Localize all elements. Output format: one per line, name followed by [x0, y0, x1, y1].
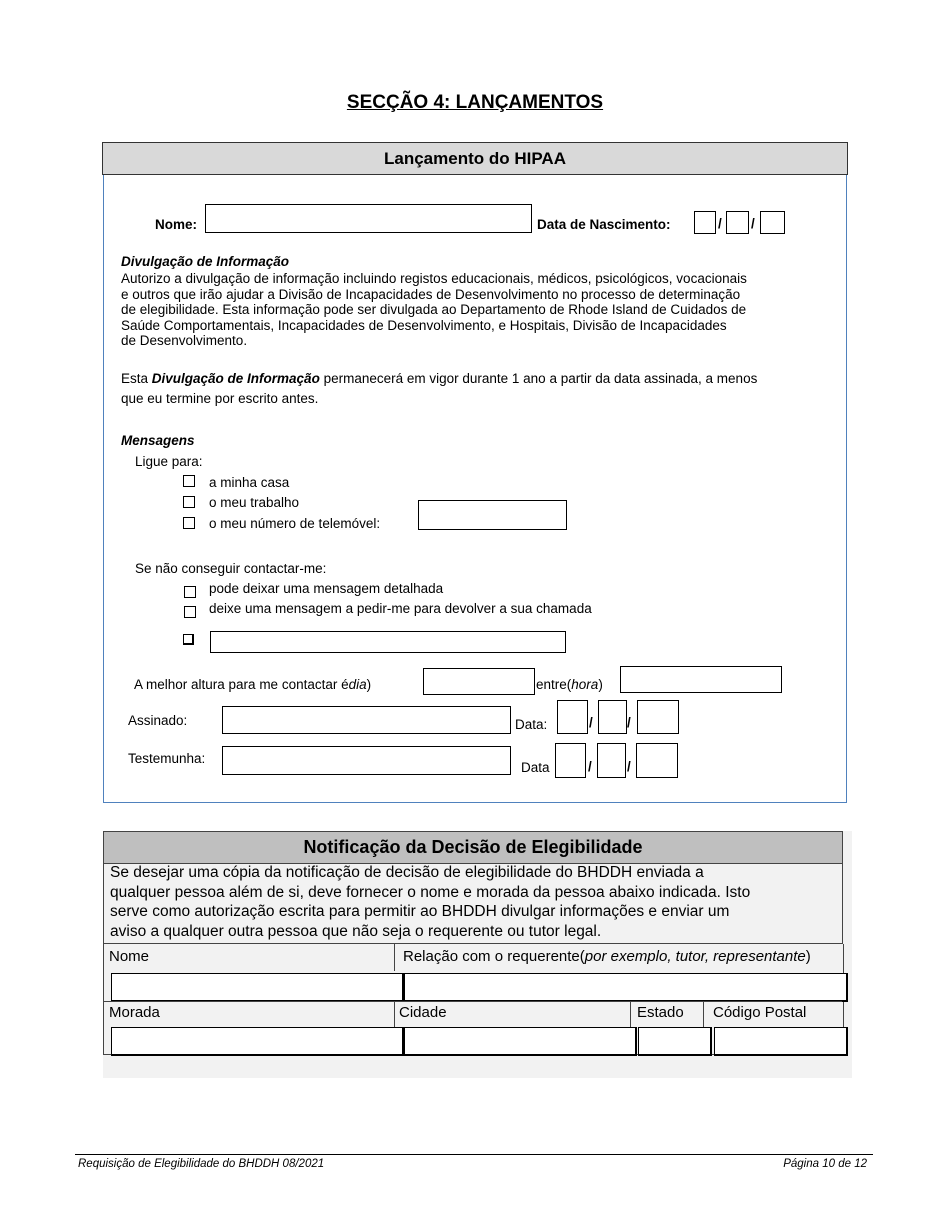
notification-header-text: Notificação da Decisão de Elegibilidade — [303, 837, 643, 857]
hipaa-header-text: Lançamento do HIPAA — [384, 149, 566, 168]
witness-year-input[interactable] — [636, 743, 678, 778]
callback-message-checkbox[interactable] — [184, 606, 196, 618]
day-input[interactable] — [423, 668, 535, 695]
best-time-label: A melhor altura para me contactar édia) — [134, 677, 372, 692]
home-option: a minha casa — [209, 475, 290, 490]
witness-date-label: Data — [521, 760, 550, 775]
footer-doc-title: Requisição de Elegibilidade do BHDDH 08/2021 — [78, 1158, 325, 1170]
date-label: Data: — [515, 717, 548, 732]
dob-year-input[interactable] — [760, 211, 785, 234]
witness-day-input[interactable] — [597, 743, 626, 778]
slash: / — [588, 759, 592, 774]
name-label: Nome: — [155, 217, 198, 232]
disclosure-text: Autorizo a divulgação de informação incluindo registos educacionais, médicos, psicológicos, vocacionais e outros que irão ajudar a Divisão de Incapacidades de Desenvolvimento no processo de determinação de elegibilidade. Esta informação pode ser divulgada ao Departamento de Rhode Island de Cuidados de Saúde Comportamentais, Incapacidades de Desenvolvimento, e Hospitais, Divisão de Incapacidades de Desenvolvimento. — [121, 271, 747, 348]
mobile-number-input[interactable] — [418, 500, 567, 530]
signed-month-input[interactable] — [557, 700, 588, 734]
zip-input[interactable] — [714, 1027, 848, 1056]
witness-input[interactable] — [222, 746, 511, 775]
detailed-message-option: pode deixar uma mensagem detalhada — [209, 581, 444, 596]
notification-header — [103, 831, 843, 864]
name-input[interactable] — [205, 204, 532, 233]
slash: / — [751, 216, 755, 231]
witness-month-input[interactable] — [555, 743, 586, 778]
slash: / — [589, 715, 593, 730]
relation-column-header: Relação com o requerente(por exemplo, tutor, representante) — [403, 948, 811, 965]
footer-page-number: Página 10 de 12 — [783, 1158, 867, 1170]
work-checkbox[interactable] — [183, 496, 195, 508]
disclosure-heading: Divulgação de Informação — [121, 254, 290, 269]
validity-text: Esta Divulgação de Informação permanecerá em vigor durante 1 ano a partir da data assinada, a menos — [121, 371, 758, 386]
witness-label: Testemunha: — [128, 751, 206, 766]
signed-year-input[interactable] — [637, 700, 679, 734]
callback-message-option: deixe uma mensagem a pedir-me para devolver a sua chamada — [209, 601, 592, 616]
city-column-header: Cidade — [399, 1004, 447, 1021]
slash: / — [627, 715, 631, 730]
dob-day-input[interactable] — [726, 211, 749, 234]
dob-label: Data de Nascimento: — [537, 217, 671, 232]
other-checkbox[interactable] — [183, 634, 194, 645]
recipient-name-input[interactable] — [111, 973, 404, 1002]
section-title: SECÇÃO 4: LANÇAMENTOS — [346, 92, 604, 113]
hipaa-header — [102, 142, 848, 175]
detailed-message-checkbox[interactable] — [184, 586, 196, 598]
state-column-header: Estado — [637, 1004, 684, 1021]
work-option: o meu trabalho — [209, 495, 300, 510]
signed-day-input[interactable] — [598, 700, 627, 734]
call-label: Ligue para: — [135, 454, 203, 469]
address-column-header: Morada — [109, 1004, 160, 1021]
zip-column-header: Código Postal — [713, 1004, 807, 1021]
signed-label: Assinado: — [128, 713, 188, 728]
slash: / — [718, 216, 722, 231]
dob-month-input[interactable] — [694, 211, 716, 234]
mobile-checkbox[interactable] — [183, 517, 195, 529]
slash: / — [627, 759, 631, 774]
notification-text: Se desejar uma cópia da notificação de decisão de elegibilidade do BHDDH enviada a qualquer pessoa além de si, deve fornecer o nome e morada da pessoa abaixo indicada. Isto serve como autorização escrita para permitir ao BHDDH divulgar informações e enviar um aviso a qualquer outra pessoa que não seja o requerente ou tutor legal. — [110, 864, 751, 940]
mobile-option: o meu número de telemóvel: — [209, 516, 381, 531]
hour-input[interactable] — [620, 666, 782, 693]
address-input[interactable] — [111, 1027, 404, 1056]
home-checkbox[interactable] — [183, 475, 195, 487]
unreachable-label: Se não conseguir contactar-me: — [135, 561, 327, 576]
relation-input[interactable] — [404, 973, 848, 1002]
between-label: entre(hora) — [536, 677, 603, 692]
state-input[interactable] — [638, 1027, 712, 1056]
signature-input[interactable] — [222, 706, 511, 734]
notification-text-cell — [103, 863, 843, 944]
hipaa-section — [103, 143, 847, 803]
messages-heading: Mensagens — [121, 433, 195, 448]
city-input[interactable] — [404, 1027, 637, 1056]
footer-divider — [75, 1154, 873, 1155]
other-input[interactable] — [210, 631, 566, 653]
name-column-header: Nome — [109, 948, 150, 965]
validity-text-2: que eu termine por escrito antes. — [121, 391, 319, 406]
